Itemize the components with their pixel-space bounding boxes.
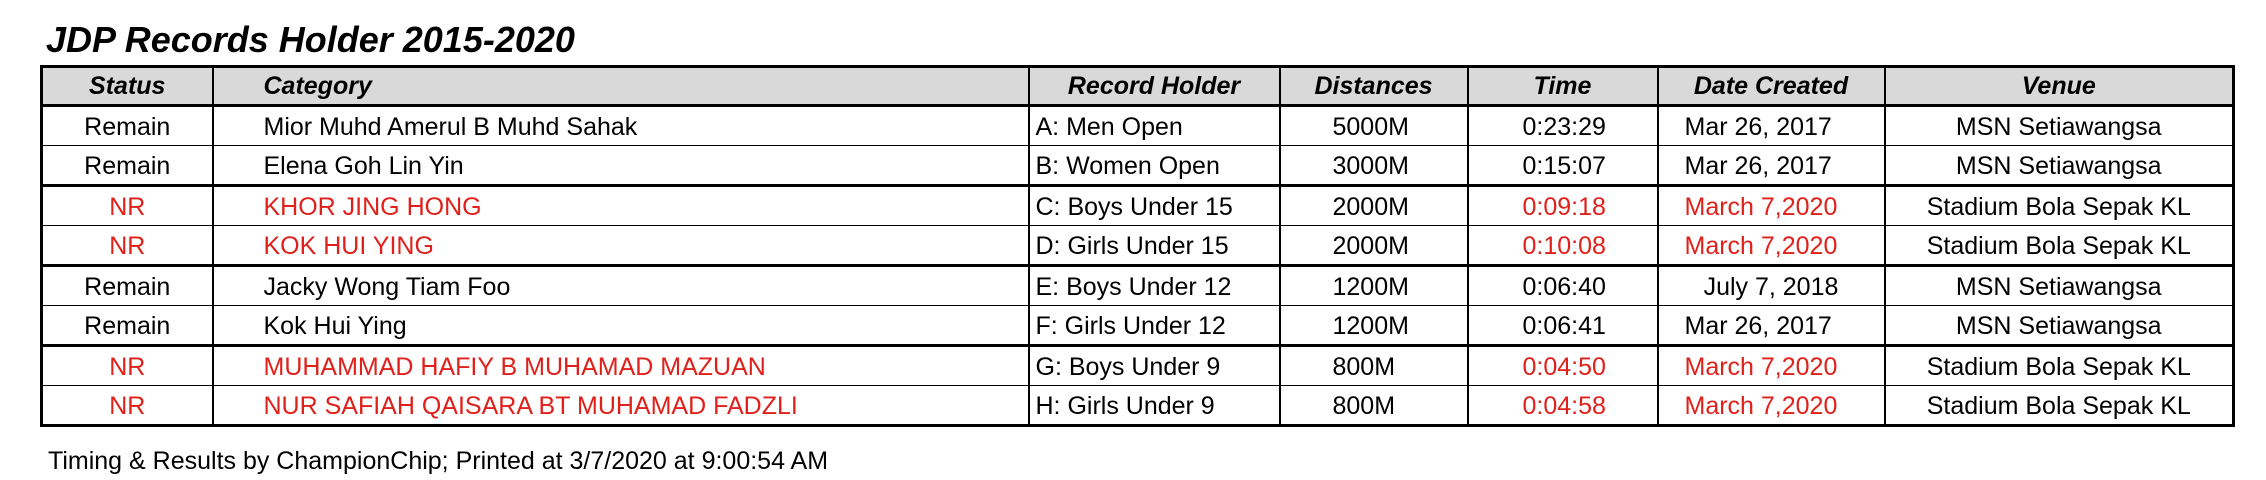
table-row [42,146,2234,186]
venue-cell: Stadium Bola Sepak KL [1885,386,2234,426]
header-distances: Distances [1280,67,1468,106]
venue-cell: MSN Setiawangsa [1885,266,2234,306]
record-holder-cell: H: Girls Under 9 [1029,386,1280,426]
status-cell: NR [42,346,213,386]
table-row [42,266,2234,306]
table-row [42,186,2234,226]
status-cell: NR [42,386,213,426]
date-cell: March 7,2020 [1658,346,1885,386]
record-holder-cell: D: Girls Under 15 [1029,226,1280,266]
time-cell: 0:15:07 [1468,146,1658,186]
category-cell: Jacky Wong Tiam Foo [213,266,1029,306]
header-status: Status [42,67,213,106]
table-row [42,306,2234,346]
table-row [42,346,2234,386]
table-row [42,386,2234,426]
header-venue: Venue [1885,67,2234,106]
table-row [42,106,2234,146]
date-cell: Mar 26, 2017 [1658,106,1885,146]
date-cell: March 7,2020 [1658,186,1885,226]
print-footer: Timing & Results by ChampionChip; Printed at 3/7/2020 at 9:00:54 AM [48,447,829,475]
category-cell: Mior Muhd Amerul B Muhd Sahak [213,106,1029,146]
header-time: Time [1468,67,1658,106]
record-holder-cell: B: Women Open [1029,146,1280,186]
date-cell: Mar 26, 2017 [1658,306,1885,346]
venue-cell: Stadium Bola Sepak KL [1885,226,2234,266]
status-cell: NR [42,226,213,266]
distance-cell: 1200M [1280,306,1468,346]
page-title: JDP Records Holder 2015-2020 [46,19,575,60]
date-cell: March 7,2020 [1658,386,1885,426]
venue-cell: MSN Setiawangsa [1885,306,2234,346]
time-cell: 0:10:08 [1468,226,1658,266]
header-row [42,67,2234,106]
records-table [40,65,2235,427]
category-cell: Elena Goh Lin Yin [213,146,1029,186]
distance-cell: 2000M [1280,186,1468,226]
status-cell: Remain [42,106,213,146]
distance-cell: 2000M [1280,226,1468,266]
status-cell: Remain [42,266,213,306]
date-cell: July 7, 2018 [1658,266,1885,306]
venue-cell: MSN Setiawangsa [1885,106,2234,146]
table-row [42,226,2234,266]
distance-cell: 800M [1280,386,1468,426]
category-cell: Kok Hui Ying [213,306,1029,346]
venue-cell: Stadium Bola Sepak KL [1885,186,2234,226]
category-cell: KOK HUI YING [213,226,1029,266]
record-holder-cell: G: Boys Under 9 [1029,346,1280,386]
date-cell: March 7,2020 [1658,226,1885,266]
record-holder-cell: E: Boys Under 12 [1029,266,1280,306]
header-category: Category [213,67,1029,106]
record-holder-cell: F: Girls Under 12 [1029,306,1280,346]
time-cell: 0:06:41 [1468,306,1658,346]
status-cell: Remain [42,146,213,186]
time-cell: 0:04:58 [1468,386,1658,426]
header-record-holder: Record Holder [1029,67,1280,106]
header-date-created: Date Created [1658,67,1885,106]
time-cell: 0:09:18 [1468,186,1658,226]
time-cell: 0:06:40 [1468,266,1658,306]
table-header [42,67,2234,106]
record-holder-cell: A: Men Open [1029,106,1280,146]
distance-cell: 800M [1280,346,1468,386]
time-cell: 0:23:29 [1468,106,1658,146]
status-cell: Remain [42,306,213,346]
distance-cell: 1200M [1280,266,1468,306]
distance-cell: 5000M [1280,106,1468,146]
status-cell: NR [42,186,213,226]
venue-cell: MSN Setiawangsa [1885,146,2234,186]
venue-cell: Stadium Bola Sepak KL [1885,346,2234,386]
date-cell: Mar 26, 2017 [1658,146,1885,186]
time-cell: 0:04:50 [1468,346,1658,386]
category-cell: KHOR JING HONG [213,186,1029,226]
record-holder-cell: C: Boys Under 15 [1029,186,1280,226]
table-body [42,106,2234,426]
category-cell: NUR SAFIAH QAISARA BT MUHAMAD FADZLI [213,386,1029,426]
category-cell: MUHAMMAD HAFIY B MUHAMAD MAZUAN [213,346,1029,386]
distance-cell: 3000M [1280,146,1468,186]
